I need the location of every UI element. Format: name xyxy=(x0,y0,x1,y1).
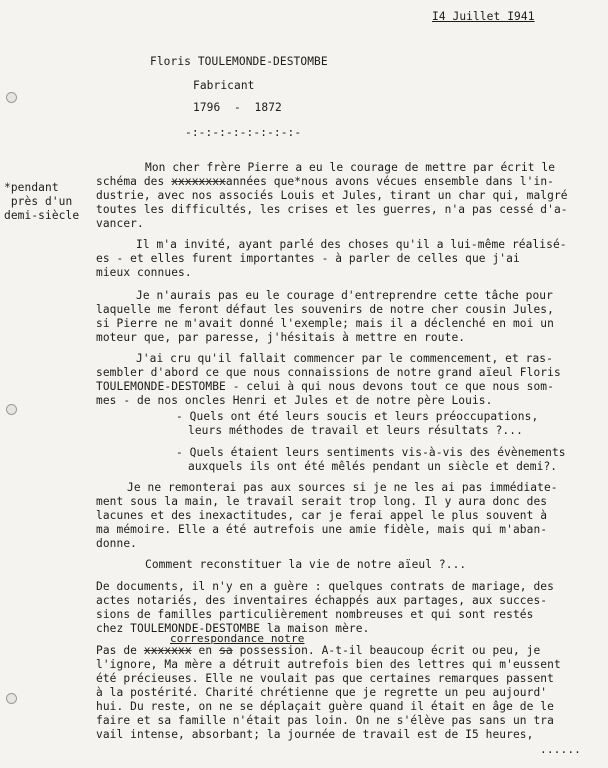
paragraph-line: vancer. xyxy=(96,217,144,230)
paragraph-line: ment sous la main, le travail serait trop long. Il y aura donc des xyxy=(96,495,548,508)
paragraph-line: Pas de xxxxxxx en sa possession. A-t-il beaucoup écrit ou peu, je xyxy=(96,644,541,657)
paragraph-line: Mon cher frère Pierre a eu le courage de mettre par écrit le xyxy=(145,161,556,174)
question-line: - Quels étaient leurs sentiments vis-à-vis des évènements xyxy=(176,446,566,459)
paragraph-line: schéma des xxxxxxxxannées que*nous avons vécues ensemble dans l'in- xyxy=(96,175,554,188)
margin-note-line: *pendant xyxy=(4,181,59,194)
paragraph-line: De documents, il n'y en a guère : quelques contrats de mariage, des xyxy=(96,580,554,593)
struck-word: xxxxxxxx xyxy=(171,175,226,188)
paragraph-line: hui. Du reste, on ne se déplaçait guère quand il était en âge de le xyxy=(96,700,554,713)
struck-word: sa xyxy=(219,644,233,657)
paragraph-line: Il m'a invité, ayant parlé des choses qu'il a lui-même réalisé- xyxy=(136,238,567,251)
paragraph-line: l'ignore, Ma mère a détruit autrefois bien des lettres qui m'eussent xyxy=(96,658,561,671)
founder-years: 1796 - 1872 xyxy=(193,101,282,114)
punch-hole-mark xyxy=(6,693,17,704)
paragraph-line: mes - de nos oncles Henri et Jules et de notre père Louis. xyxy=(96,394,493,407)
handwritten-insertion: correspondance notre xyxy=(170,632,305,645)
paragraph-line: donne. xyxy=(96,537,138,550)
paragraph-line: Je ne remonterai pas aux sources si je ne les ai pas immédiate- xyxy=(127,481,558,494)
struck-word: xxxxxxx xyxy=(143,644,192,657)
paragraph-line: ma mémoire. Elle a été autrefois une amie fidèle, mais qui m'aban- xyxy=(96,523,548,536)
punch-hole-mark xyxy=(6,92,17,103)
letter-date: I4 Juillet I941 xyxy=(432,10,535,23)
punch-hole-mark xyxy=(6,404,17,415)
question-line: - Quels ont été leurs soucis et leurs préoccupations, xyxy=(176,410,539,423)
paragraph-line: mieux connues. xyxy=(96,266,192,279)
paragraph-line: J'ai cru qu'il fallait commencer par le commencement, et ras- xyxy=(136,352,553,365)
margin-note-line: près d'un xyxy=(4,195,73,208)
paragraph-line: sembler d'abord ce que nous connaissions de notre grand aïeul Floris xyxy=(96,366,561,379)
paragraph-line: faire et sa famille n'était pas loin. On ne s'élève pas sans un tra xyxy=(96,714,554,727)
margin-note-line: demi-siècle xyxy=(4,209,80,222)
paragraph-line: si Pierre ne m'avait donné l'exemple; mais il a déclenché en moi un xyxy=(96,317,554,330)
paragraph-line: moteur que, par paresse, j'hésitais à mettre en route. xyxy=(96,331,466,344)
paragraph-line: laquelle me feront défaut les souvenirs de notre cher cousin Jules, xyxy=(96,303,554,316)
paragraph-line: chez TOULEMONDE-DESTOMBE la maison mère. xyxy=(96,622,370,635)
paragraph-line: lacunes et des inexactitudes, car je ferai appel le plus souvent à xyxy=(96,509,548,522)
paragraph-line: actes notariés, des inventaires échappés aux partages, aux succes- xyxy=(96,594,548,607)
question-line: auxquels ils ont été mêlés pendant un siècle et demi?. xyxy=(188,460,558,473)
paragraph-line: dustrie, avec nos associés Louis et Jules, tirant un char qui, malgré xyxy=(96,189,568,202)
paragraph-line: TOULEMONDE-DESTOMBE - celui à qui nous devons tout ce que nous som- xyxy=(96,380,554,393)
paragraph-line: sions de familles particulièrement nombreuses et qui sont restés xyxy=(96,608,534,621)
paragraph-line: à la postérité. Charité chrétienne que je regrette un peu aujourd' xyxy=(96,686,548,699)
paragraph-line: Comment reconstituer la vie de notre aïeul ?... xyxy=(145,558,467,571)
founder-name: Floris TOULEMONDE-DESTOMBE xyxy=(150,55,328,68)
continuation-dots: ...... xyxy=(540,743,582,756)
paragraph-line: es - et elles furent importantes - à parler de celles que j'ai xyxy=(96,252,520,265)
title-separator: -:-:-:-:-:-:-:-:- xyxy=(185,126,302,139)
paragraph-line: toutes les difficultés, les crises et les guerres, n'a pas cessé d'a- xyxy=(96,203,568,216)
question-line: leurs méthodes de travail et leurs résultats ?... xyxy=(188,424,523,437)
paragraph-line: vail intense, absorbant; la journée de travail est de I5 heures, xyxy=(96,728,534,741)
founder-profession: Fabricant xyxy=(193,79,255,92)
paragraph-line: Je n'aurais pas eu le courage d'entreprendre cette tâche pour xyxy=(136,289,553,302)
paragraph-line: été précieuses. Elle ne voulait pas que certaines remarques passent xyxy=(96,672,554,685)
